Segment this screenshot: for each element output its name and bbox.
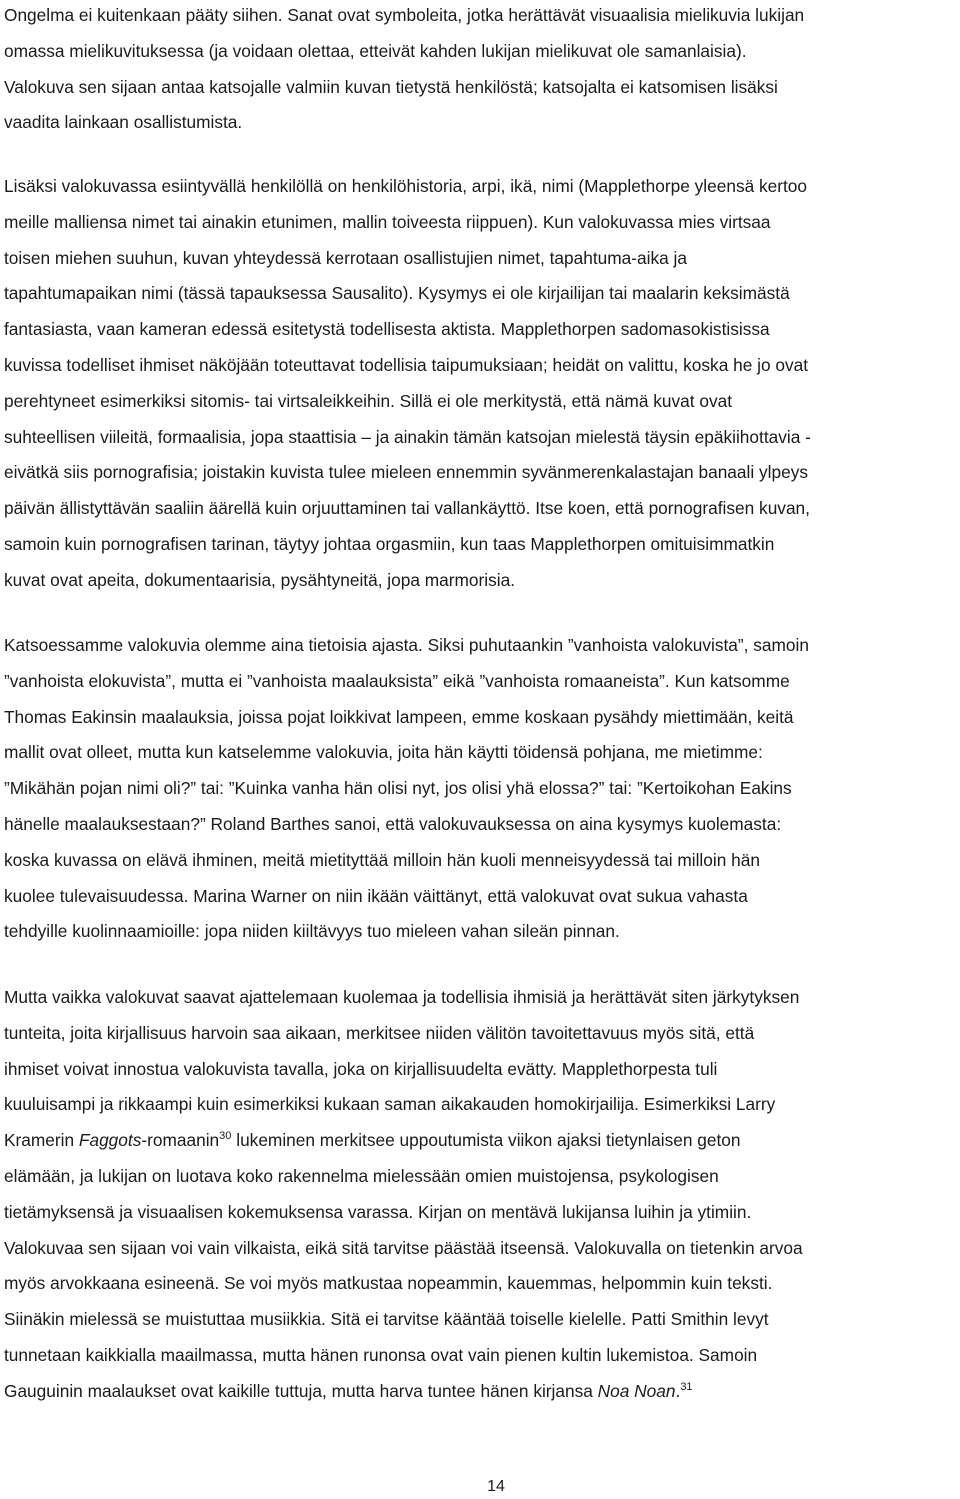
text-segment: -romaanin	[141, 1130, 220, 1151]
text-line: vaadita lainkaan osallistumista.	[4, 112, 243, 133]
paragraph-1	[4, 0, 958, 141]
text-segment: Gauguinin maalaukset ovat kaikille tuttuja, mutta harva tuntee hänen kirjansa	[4, 1380, 598, 1401]
text-segment: lukeminen merkitsee uppoutumista viikon ajaksi tietynlaisen geton	[231, 1130, 741, 1151]
text-line: suhteellisen viileitä, formaalisia, jopa staattisia – ja ainakin tämän katsojan mielestä täysin epäkiihottavia -	[4, 426, 811, 447]
text-line: elämään, ja lukijan on luotava koko rakennelma mielessään omien muistojensa, psykologisen	[4, 1165, 719, 1186]
text-line: päivän ällistyttävän saaliin äärellä kuin orjuuttaminen tai vallankäyttö. Itse koen, että pornografisen kuvan,	[4, 498, 810, 519]
text-line: myös arvokkaana esineenä. Se voi myös matkustaa nopeammin, kauemmas, helpommin kuin teksti.	[4, 1273, 773, 1294]
text-line: tunnetaan kaikkialla maailmassa, mutta hänen runonsa ovat vain pienen kultin lukemistoa. Samoin	[4, 1344, 758, 1365]
page-number: 14	[487, 1478, 505, 1495]
text-line: ”Mikähän pojan nimi oli?” tai: ”Kuinka vanha hän olisi nyt, jos olisi yhä elossa?” tai: ”Kertoikohan Eakins	[4, 778, 792, 799]
paragraph-3	[4, 628, 958, 950]
text-line: kuvissa todelliset ihmiset näköjään toteuttavat todellisia taipumuksiaan; heidät on valittu, koska he jo ovat	[4, 354, 809, 375]
text-segment: .	[675, 1380, 681, 1401]
text-line: perehtyneet esimerkiksi sitomis- tai virtsaleikkeihin. Sillä ei ole merkitystä, että nämä kuvat ovat	[4, 390, 733, 411]
text-line: ”vanhoista elokuvista”, mutta ei ”vanhoista maalauksista” eikä ”vanhoista romaaneista”. Kun katsomme	[4, 670, 790, 691]
text-line: Valokuvaa sen sijaan voi vain vilkaista, eikä sitä tarvitse päästää itseensä. Valokuvalla on tietenkin arvoa	[4, 1237, 803, 1258]
paragraph-2	[4, 169, 958, 599]
text-line: Katsoessamme valokuvia olemme aina tietoisia ajasta. Siksi puhutaankin ”vanhoista valokuvista”, samoin	[4, 635, 809, 655]
book-title-noa-noan: Noa Noan	[597, 1380, 676, 1401]
text-line: kuuluisampi ja rikkaampi kuin esimerkiksi kukaan saman aikakauden homokirjailija. Esimerkiksi Larry	[4, 1094, 776, 1115]
text-line: ihmiset voivat innostua valokuvista tavalla, joka on kirjallisuudelta evätty. Mapplethorpesta tuli	[4, 1058, 718, 1079]
text-line: Mutta vaikka valokuvat saavat ajattelemaan kuolemaa ja todellisia ihmisiä ja herättävät siten järkytyksen	[4, 987, 800, 1007]
book-title-faggots: Faggots	[78, 1130, 142, 1151]
text-line: toisen miehen suuhun, kuvan yhteydessä kerrotaan osallistujien nimet, tapahtuma-aika ja	[4, 247, 688, 268]
text-line: meille malliensa nimet tai ainakin etunimen, mallin toiveesta riippuen). Kun valokuvassa mies virtsaa	[4, 211, 771, 232]
footnote-marker-31: 31	[680, 1380, 693, 1393]
footnote-marker-30: 30	[219, 1130, 232, 1143]
text-line: omassa mielikuvituksessa (ja voidaan olettaa, etteivät kahden lukijan mielikuvat ole samanlaisia).	[4, 40, 747, 61]
text-line: hänelle maalauksestaan?” Roland Barthes sanoi, että valokuvauksessa on aina kysymys kuolemasta:	[4, 813, 782, 834]
text-line: samoin kuin pornografisen tarinan, täytyy johtaa orgasmiin, kun taas Mapplethorpen omituisimmatkin	[4, 533, 775, 554]
text-segment: Kramerin	[4, 1130, 79, 1151]
text-line: kuolee tulevaisuudessa. Marina Warner on niin ikään väittänyt, että valokuvat ovat sukua vahasta	[4, 885, 748, 906]
text-line: eivätkä siis pornografisia; joistakin kuvista tulee mieleen ennemmin syvänmerenkalastajan banaali ylpeys	[4, 462, 808, 483]
text-line: kuvat ovat apeita, dokumentaarisia, pysähtyneitä, jopa marmorisia.	[4, 569, 516, 590]
text-line-kramer	[4, 1123, 958, 1159]
text-line: tunteita, joita kirjallisuus harvoin saa aikaan, merkitsee niiden välitön tavoitettavuus myös sitä, että	[4, 1022, 755, 1043]
text-line: tietämyksensä ja visuaalisen kokemuksensa varassa. Kirjan on mentävä lukijansa luihin ja ytimiin.	[4, 1201, 752, 1222]
text-line: tehdyille kuolinnaamioille: jopa niiden kiiltävyys tuo mieleen vahan sileän pinnan.	[4, 921, 620, 942]
text-line: Thomas Eakinsin maalauksia, joissa pojat loikkivat lampeen, emme koskaan pysähdy miettimään, keitä	[4, 706, 794, 727]
text-line: tapahtumapaikan nimi (tässä tapauksessa Sausalito). Kysymys ei ole kirjailijan tai maalarin keksimästä	[4, 283, 790, 304]
text-line: koska kuvassa on elävä ihminen, meitä mietityttää milloin hän kuoli menneisyydessä tai milloin hän	[4, 849, 760, 870]
text-line: Siinäkin mielessä se muistuttaa musiikkia. Sitä ei tarvitse kääntää toiselle kielelle. Patti Smithin levyt	[4, 1309, 769, 1330]
text-line: Valokuva sen sijaan antaa katsojalle valmiin kuvan tietystä henkilöstä; katsojalta ei katsomisen lisäksi	[4, 76, 778, 97]
text-line: Lisäksi valokuvassa esiintyvällä henkilöllä on henkilöhistoria, arpi, ikä, nimi (Mapplethorpe yleensä kertoo	[4, 176, 808, 196]
text-line-gauguin	[4, 1374, 958, 1410]
paragraph-4	[4, 980, 958, 1410]
text-line: fantasiasta, vaan kameran edessä esitetystä todellisesta aktista. Mapplethorpen sadomasokistisissa	[4, 319, 770, 340]
text-line: Ongelma ei kuitenkaan pääty siihen. Sanat ovat symboleita, jotka herättävät visuaalisia mielikuvia lukijan	[4, 5, 805, 25]
text-line: mallit ovat olleet, mutta kun katselemme valokuvia, joita hän käytti töidensä pohjana, me mietimme:	[4, 742, 763, 763]
